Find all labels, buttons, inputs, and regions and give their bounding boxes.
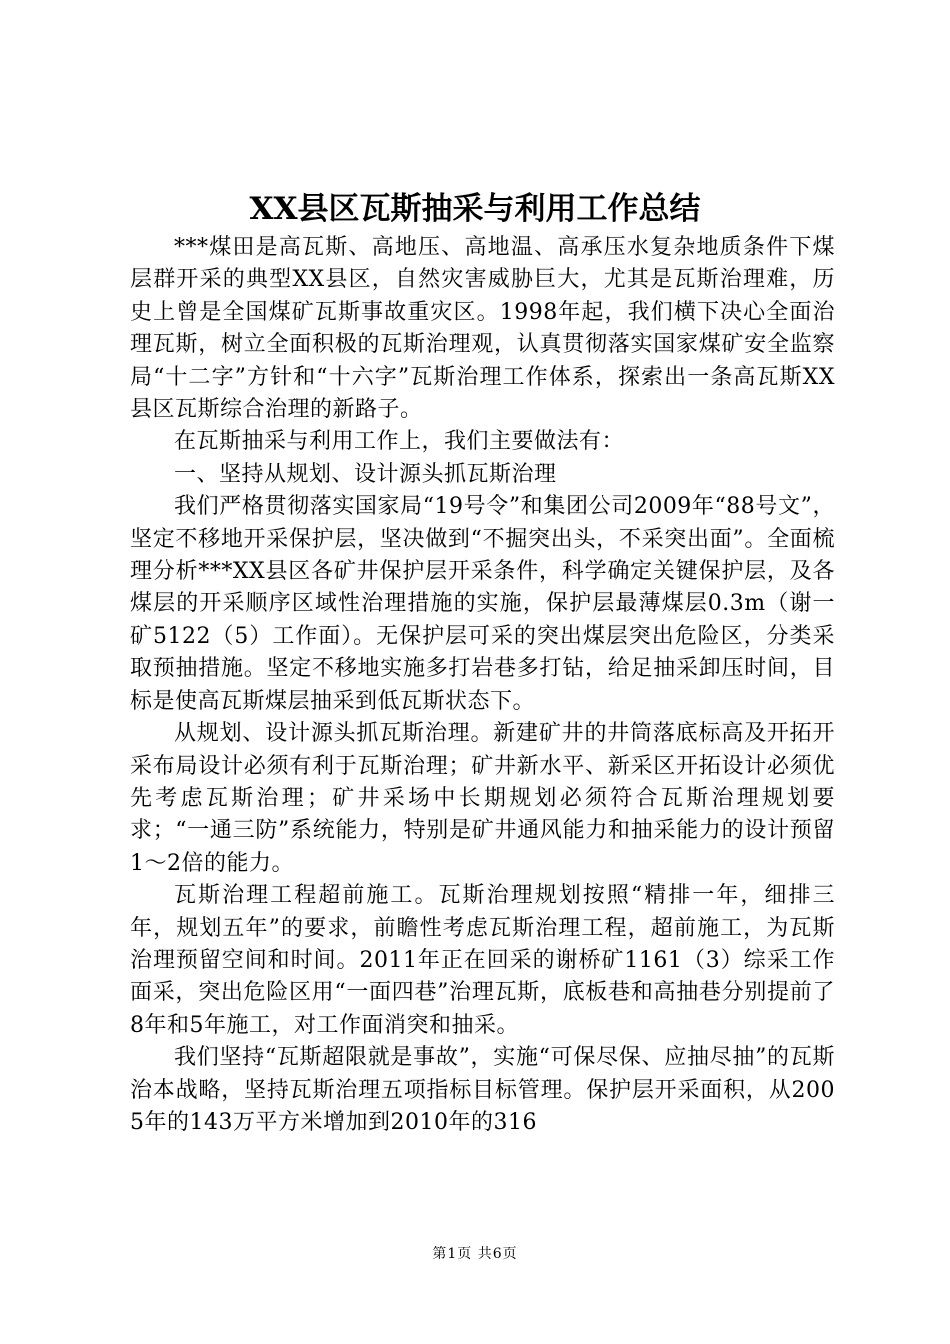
paragraph-intro: ***煤田是高瓦斯、高地压、高地温、高承压水复杂地质条件下煤层群开采的典型XX县区，自然灾害威胁巨大，尤其是瓦斯治理难，历史上曾是全国煤矿瓦斯事故重灾区。1998年起，我们横下决心全面治理瓦斯，树立全面积极的瓦斯治理观，认真贯彻落实国家煤矿安全监察局“十二字”方针和“十六字”瓦斯治理工作体系，探索出一条高瓦斯XX县区瓦斯综合治理的新路子。 bbox=[130, 235, 835, 423]
paragraph-strategy: 我们坚持“瓦斯超限就是事故”，实施“可保尽保、应抽尽抽”的瓦斯治本战略，坚持瓦斯治理五项指标目标管理。保护层开采面积，从2005年的143万平方米增加到2010年的316 bbox=[130, 1045, 835, 1135]
section-heading-1: 一、坚持从规划、设计源头抓瓦斯治理 bbox=[174, 461, 557, 487]
page-number-footer: 第1页 共6页 bbox=[432, 1246, 518, 1262]
document-title: XX县区瓦斯抽采与利用工作总结 bbox=[249, 191, 701, 227]
paragraph-advance-construction: 瓦斯治理工程超前施工。瓦斯治理规划按照“精排一年，细排三年，规划五年”的要求，前瞻性考虑瓦斯治理工程，超前施工，为瓦斯治理预留空间和时间。2011年正在回采的谢桥矿1161（3）综采工作面采，突出危险区用“一面四巷”治理瓦斯，底板巷和高抽巷分别提前了8年和5年施工，对工作面消突和抽采。 bbox=[130, 883, 835, 1038]
paragraph-methods-intro: 在瓦斯抽采与利用工作上，我们主要做法有： bbox=[174, 429, 625, 455]
document-body bbox=[130, 232, 835, 1139]
paragraph-planning-design: 从规划、设计源头抓瓦斯治理。新建矿井的井筒落底标高及开拓开采布局设计必须有利于瓦斯治理；矿井新水平、新采区开拓设计必须优先考虑瓦斯治理；矿井采场中长期规划必须符合瓦斯治理规划要求；“一通三防”系统能力，特别是矿井通风能力和抽采能力的设计预留1～2倍的能力。 bbox=[130, 721, 835, 876]
paragraph-protective-layer: 我们严格贯彻落实国家局“19号令”和集团公司2009年“88号文”，坚定不移地开采保护层，坚决做到“不掘突出头，不采突出面”。全面梳理分析***XX县区各矿井保护层开采条件，科学确定关键保护层，及各煤层的开采顺序区域性治理措施的实施，保护层最薄煤层0.3m（谢一矿5122（5）工作面）。无保护层可采的突出煤层突出危险区，分类采取预抽措施。坚定不移地实施多打岩巷多打钻，给足抽采卸压时间，目标是使高瓦斯煤层抽采到低瓦斯状态下。 bbox=[130, 494, 835, 714]
